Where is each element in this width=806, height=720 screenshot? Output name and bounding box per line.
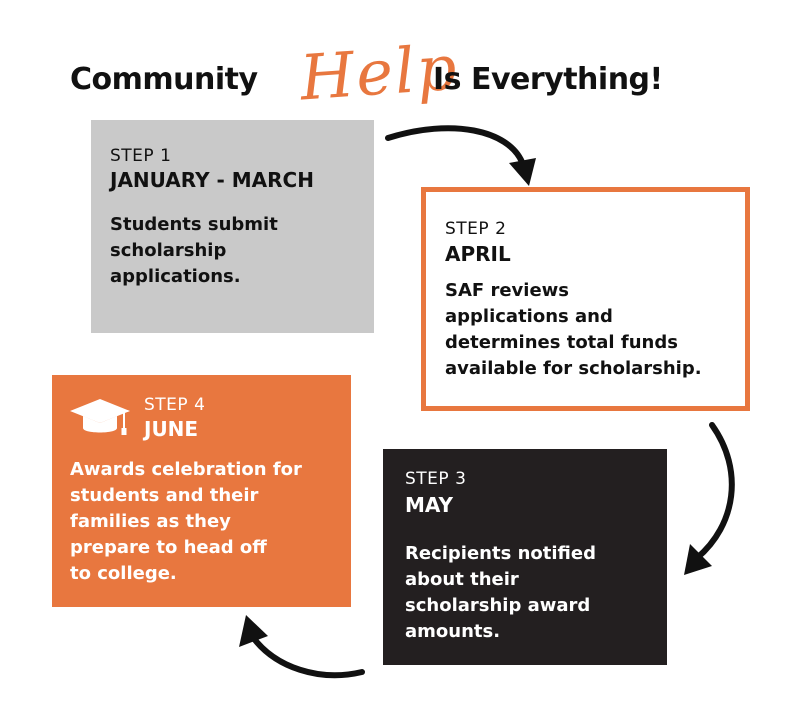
graduation-cap-icon <box>69 397 131 443</box>
step-3-box <box>383 449 667 665</box>
step-4-box <box>52 375 351 607</box>
step-2-line-1: SAF reviews <box>445 280 569 301</box>
step-1-line-2: scholarship <box>110 240 227 261</box>
step-1-label: STEP 1 <box>110 146 172 166</box>
step-1-period: JANUARY - MARCH <box>110 168 314 192</box>
step-4-line-1: Awards celebration for <box>70 459 302 480</box>
title-community: Community <box>70 62 258 97</box>
step-4-line-4: prepare to head off <box>70 537 267 558</box>
arrow-step3-to-step4 <box>252 636 362 675</box>
step-2-label: STEP 2 <box>445 219 507 239</box>
title-is-everything: Is Everything! <box>433 62 663 97</box>
step-3-description <box>405 541 655 645</box>
step-4-line-3: families as they <box>70 511 231 532</box>
step-2-description <box>445 278 745 382</box>
step-2-line-3: determines total funds <box>445 332 678 353</box>
step-1-description <box>110 212 350 290</box>
step-1-line-3: applications. <box>110 266 241 287</box>
arrow-step1-to-step2 <box>388 128 522 162</box>
step-3-line-2: about their <box>405 569 519 590</box>
step-4-period: JUNE <box>144 417 199 441</box>
page-title <box>0 30 806 120</box>
arrowhead-step2 <box>509 158 536 186</box>
step-4-line-2: students and their <box>70 485 259 506</box>
step-4-label: STEP 4 <box>144 395 206 415</box>
step-2-line-4: available for scholarship. <box>445 358 702 379</box>
step-1-line-1: Students submit <box>110 214 278 235</box>
step-4-description <box>70 457 345 587</box>
step-3-line-3: scholarship award <box>405 595 591 616</box>
step-3-line-4: amounts. <box>405 621 501 642</box>
step-3-line-1: Recipients notified <box>405 543 596 564</box>
step-2-box <box>421 187 750 411</box>
step-3-period: MAY <box>405 493 453 517</box>
step-2-period: APRIL <box>445 242 511 266</box>
step-2-line-2: applications and <box>445 306 613 327</box>
title-help-script: Help <box>297 30 461 115</box>
arrow-step2-to-step3 <box>697 425 732 558</box>
step-4-line-5: to college. <box>70 563 177 584</box>
arrowhead-step4 <box>239 615 268 647</box>
step-3-label: STEP 3 <box>405 469 467 489</box>
step-1-box <box>91 120 374 333</box>
arrowhead-step3 <box>684 544 712 575</box>
